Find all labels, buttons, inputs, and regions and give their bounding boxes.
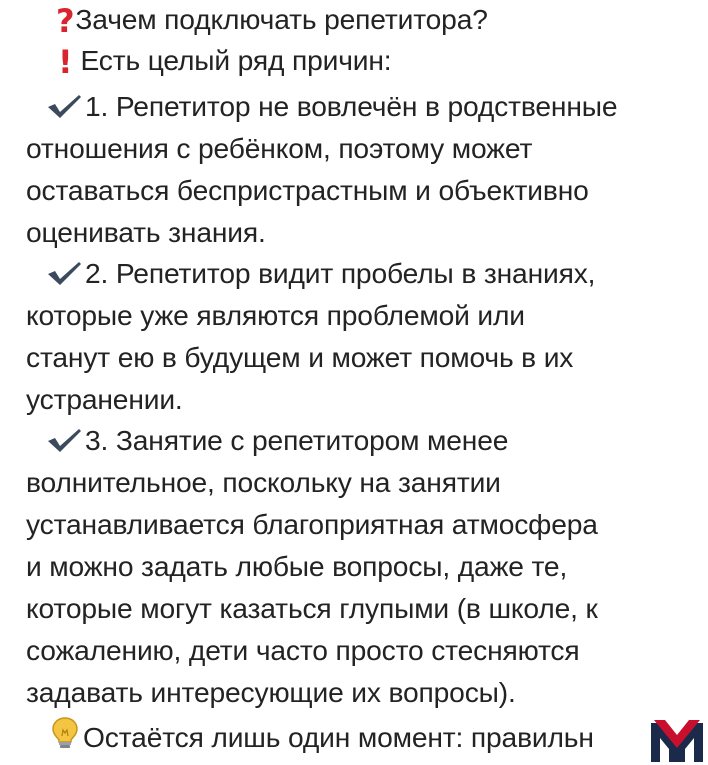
text-line: волнительное, поскольку на занятии: [26, 466, 501, 498]
m-logo-icon: [648, 718, 706, 763]
text-line: устанавливается благоприятная атмосфера: [26, 508, 598, 540]
answer-text: Есть целый ряд причин:: [80, 44, 392, 76]
reason-1-first-line: [46, 86, 617, 128]
text-line: оставаться беспристрастным и объективно: [26, 174, 589, 206]
answer-line: [58, 40, 391, 82]
text-line: устранении.: [26, 383, 183, 415]
reason-2-text: 2. Репетитор видит пробелы в знаниях,: [85, 257, 596, 289]
text-line: оценивать знания.: [26, 216, 266, 248]
text-line: отношения с ребёнком, поэтому может: [26, 132, 533, 164]
question-mark-icon: ?: [56, 2, 75, 40]
exclamation-mark-icon: !: [58, 43, 73, 81]
final-text: Остаётся лишь один момент: правильн: [83, 721, 594, 753]
question-text: Зачем подключать репетитора?: [75, 3, 488, 35]
check-mark-icon: [46, 93, 82, 119]
reason-2-first-line: [46, 253, 595, 295]
text-line: станут ею в будущем и может помочь в их: [26, 341, 574, 373]
check-mark-icon: [46, 427, 82, 453]
reason-1-text: 1. Репетитор не вовлечён в родственные: [85, 90, 618, 122]
reason-3-text: 3. Занятие с репетитором менее: [85, 424, 509, 456]
reason-3-first-line: [46, 420, 508, 462]
light-bulb-icon: [50, 716, 80, 750]
final-line: [50, 716, 594, 759]
text-line: сожалению, дети часто просто стесняются: [26, 634, 580, 666]
question-line: [56, 0, 488, 41]
text-line: и можно задать любые вопросы, даже те,: [26, 550, 568, 582]
text-line: которые уже являются проблемой или: [26, 299, 525, 331]
text-line: которые могут казаться глупыми (в школе, к: [26, 592, 598, 624]
text-line: задавать интересующие их вопросы).: [26, 676, 516, 708]
check-mark-icon: [46, 260, 82, 286]
